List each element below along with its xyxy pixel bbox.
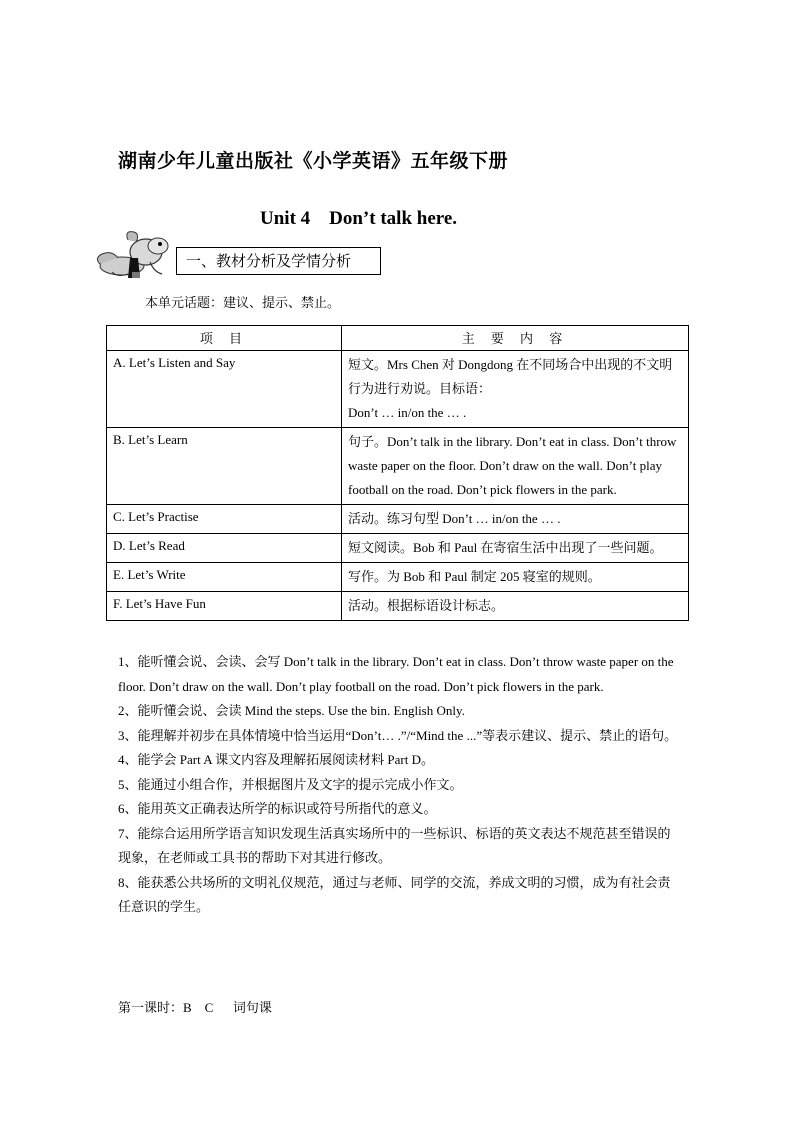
objective-item: 5、能通过小组合作，并根据图片及文字的提示完成小作文。 bbox=[118, 776, 463, 792]
table-row bbox=[107, 505, 689, 534]
unit-title: Unit 4 Don’t talk here. bbox=[260, 208, 458, 229]
row-item: B. Let’s Learn bbox=[107, 428, 342, 505]
row-content bbox=[342, 505, 689, 534]
row-item: E. Let’s Write bbox=[107, 563, 342, 592]
row-content bbox=[342, 428, 689, 505]
objective-item: 6、能用英文正确表达所学的标识或符号所指代的意义。 bbox=[118, 801, 437, 816]
row-item: A. Let’s Listen and Say bbox=[107, 351, 342, 428]
objective-item: 2、能听懂会说、会读 Mind the steps. Use the bin. English Only. bbox=[118, 703, 465, 718]
content-line: 短文阅读。Bob 和 Paul 在寄宿生活中出现了一些问题。 bbox=[348, 540, 663, 555]
content-line: 活动。练习句型 Don’t … in/on the … . bbox=[348, 511, 561, 526]
row-item: C. Let’s Practise bbox=[107, 505, 342, 534]
dinosaur-mascot-icon bbox=[92, 228, 174, 284]
table-row bbox=[107, 592, 689, 621]
learning-objectives bbox=[118, 650, 680, 920]
content-line: 活动。根据标语设计标志。 bbox=[348, 598, 505, 613]
objective-item: 1、能听懂会说、会读、会写 Don’t talk in the library. Don’t eat in class. Don’t throw waste paper on the floor. Don’t draw on the wall. Don’t play football on the road. Don’t pick flowers in the park. bbox=[118, 654, 674, 694]
publisher-title: 湖南少年儿童出版社《小学英语》五年级下册 bbox=[118, 150, 509, 172]
first-lesson-label: 第一课时：B C 词句课 bbox=[118, 1000, 272, 1015]
table-row bbox=[107, 351, 689, 428]
column-header-content: 主 要 内 容 bbox=[342, 326, 689, 351]
content-table bbox=[106, 325, 689, 621]
section-heading: 一、教材分析及学情分析 bbox=[176, 247, 381, 275]
table-row bbox=[107, 428, 689, 505]
table-header-row bbox=[107, 326, 689, 351]
column-header-item: 项 目 bbox=[107, 326, 342, 351]
row-item: F. Let’s Have Fun bbox=[107, 592, 342, 621]
objective-item: 7、能综合运用所学语言知识发现生活真实场所中的一些标识、标语的英文表达不规范甚至错误的现象，在老师或工具书的帮助下对其进行修改。 bbox=[118, 825, 671, 865]
content-line: Don’t … in/on the … . bbox=[348, 405, 467, 420]
objective-item: 4、能学会 Part A 课文内容及理解拓展阅读材料 Part D。 bbox=[118, 752, 434, 767]
row-content bbox=[342, 563, 689, 592]
objective-item: 8、能获悉公共场所的文明礼仪规范，通过与老师、同学的交流，养成文明的习惯，成为有社会责任意识的学生。 bbox=[118, 874, 671, 914]
table-row bbox=[107, 563, 689, 592]
row-content bbox=[342, 351, 689, 428]
table-row bbox=[107, 534, 689, 563]
row-content bbox=[342, 592, 689, 621]
content-line: 短文。Mrs Chen 对 Dongdong 在不同场合中出现的不文明行为进行劝说。目标语： bbox=[348, 357, 673, 396]
objective-item: 3、能理解并初步在具体情境中恰当运用“Don’t… .”/“Mind the ...”等表示建议、提示、禁止的语句。 bbox=[118, 727, 678, 743]
content-line: 句子。Don’t talk in the library. Don’t eat in class. Don’t throw waste paper on the floor. Don’t draw on the wall. Don’t play football on the road. Don’t pick flowers in the park. bbox=[348, 434, 677, 497]
content-line: 写作。为 Bob 和 Paul 制定 205 寝室的规则。 bbox=[348, 569, 601, 584]
row-content bbox=[342, 534, 689, 563]
row-item: D. Let’s Read bbox=[107, 534, 342, 563]
unit-topic: 本单元话题：建议、提示、禁止。 bbox=[145, 296, 341, 311]
